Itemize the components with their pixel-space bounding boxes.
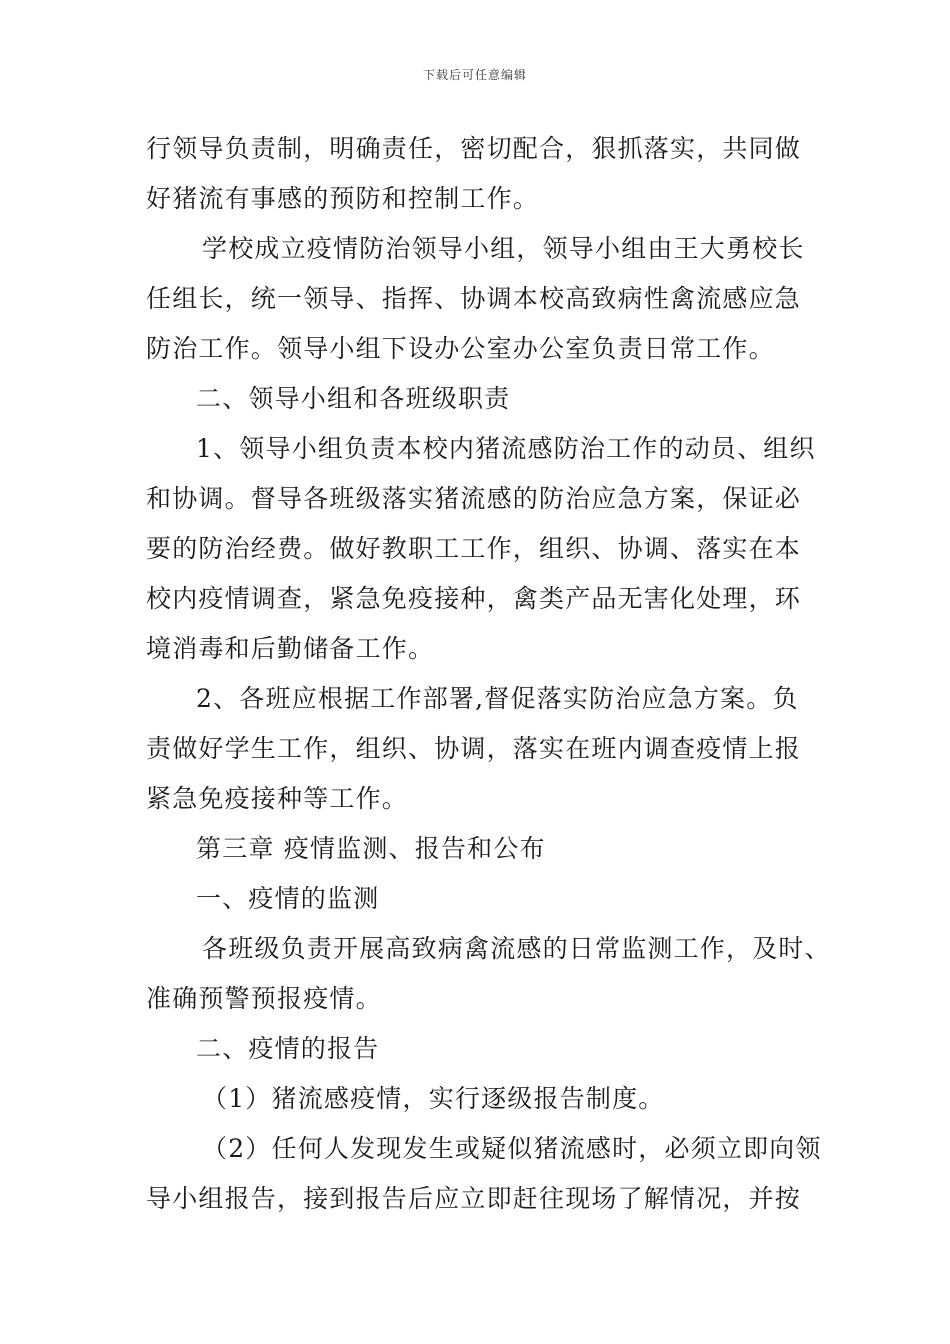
text-line: 校内疫情调查，紧急免疫接种，禽类产品无害化处理，环 [146, 584, 802, 613]
text-line: 任组长，统一领导、指挥、协调本校高致病性禽流感应急 [146, 284, 802, 313]
list-item: （1）猪流感疫情，实行逐级报告制度。 [202, 1084, 665, 1113]
chapter-heading: 第三章 疫情监测、报告和公布 [196, 834, 546, 863]
text-line: 紧急免疫接种等工作。 [146, 784, 409, 813]
section-heading: 一、疫情的监测 [196, 884, 380, 913]
text-line: 要的防治经费。做好教职工工作，组织、协调、落实在本 [146, 534, 802, 563]
text-line: 学校成立疫情防治领导小组，领导小组由王大勇校长 [202, 234, 805, 263]
section-heading: 二、疫情的报告 [196, 1034, 380, 1063]
text-line: 和协调。督导各班级落实猪流感的防治应急方案，保证必 [146, 484, 802, 513]
document-body [146, 124, 831, 1224]
section-heading: 二、领导小组和各班级职责 [196, 384, 511, 413]
text-line: 防治工作。领导小组下设办公室办公室负责日常工作。 [146, 334, 775, 363]
text-line: 责做好学生工作，组织、协调，落实在班内调查疫情上报 [146, 734, 802, 763]
text-line: 准确预警预报疫情。 [146, 984, 382, 1013]
list-item: （2）任何人发现发生或疑似猪流感时，必须立即向领 [202, 1134, 822, 1163]
page-header-note: 下载后可任意编辑 [422, 68, 527, 82]
text-line: 导小组报告，接到报告后应立即赶往现场了解情况，并按 [146, 1184, 802, 1213]
text-line: 行领导负责制，明确责任，密切配合，狠抓落实，共同做 [146, 134, 802, 163]
text-line: 好猪流有事感的预防和控制工作。 [146, 184, 540, 213]
text-line: 2、各班应根据工作部署,督促落实防治应急方案。负 [196, 684, 799, 713]
text-line: 各班级负责开展高致病禽流感的日常监测工作，及时、 [202, 934, 831, 963]
text-line: 境消毒和后勤储备工作。 [146, 634, 435, 663]
text-line: 1、领导小组负责本校内猪流感防治工作的动员、组织 [196, 434, 816, 463]
